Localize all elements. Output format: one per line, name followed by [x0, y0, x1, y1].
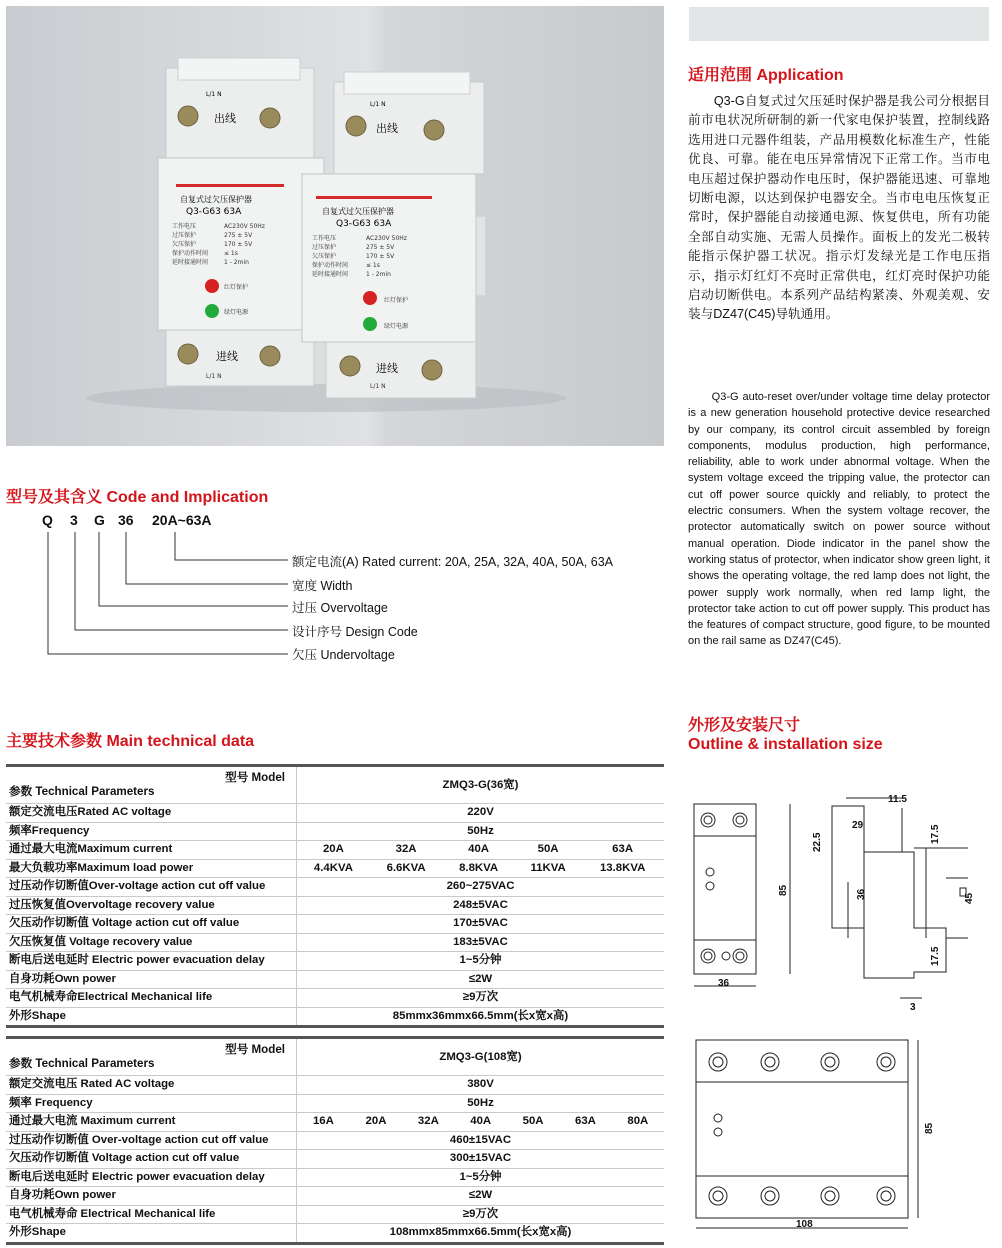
- row-label: 外形Shape: [6, 1007, 297, 1027]
- d1-spec-1-k: 过压保护: [172, 232, 197, 239]
- d1-spec-2-v: 170 ± 5V: [224, 241, 253, 248]
- d1-spec-2-k: 欠压保护: [172, 241, 197, 248]
- row-label: 额定交流电压Rated AC voltage: [6, 804, 297, 823]
- table-row: [6, 933, 664, 952]
- row-label: 过压动作切断值Over-voltage action cut off value: [6, 878, 297, 897]
- d2-spec-0-v: AC230V 50Hz: [366, 235, 407, 242]
- row-label: 过压动作切断值 Over-voltage action cut off value: [6, 1131, 297, 1150]
- table-row: [6, 1150, 664, 1169]
- dim-17-5-bottom: 17.5: [930, 946, 941, 966]
- row-value: ≤2W: [297, 970, 665, 989]
- row-value: 220V: [297, 804, 665, 823]
- row-value: 8.8KVA: [442, 859, 515, 878]
- d1-spec-3-v: ≤ 1s: [224, 250, 238, 257]
- dim-11-5: 11.5: [888, 794, 907, 805]
- d1-spec-4-v: 1 - 2min: [224, 259, 249, 266]
- d2-top-terminals: L/1 N: [370, 101, 386, 108]
- row-value: 170±5VAC: [297, 915, 665, 934]
- row-label: 过压恢复值Overvoltage recovery value: [6, 896, 297, 915]
- d1-top-label: 出线: [214, 112, 236, 125]
- row-value: ≤2W: [297, 1187, 665, 1206]
- row-value: 6.6KVA: [370, 859, 443, 878]
- dim-108: 108: [796, 1219, 813, 1230]
- row-value: ≥9万次: [297, 1205, 665, 1224]
- tech-title: 主要技术参数 Main technical data: [6, 733, 255, 750]
- d2-green-led: 绿灯电源: [384, 323, 409, 330]
- code-label-width: 宽度 Width: [292, 579, 353, 593]
- protector-device-1: [158, 58, 324, 386]
- d2-red-led: 红灯保护: [384, 297, 409, 304]
- row-value: 80A: [612, 1113, 664, 1132]
- dim-45: 45: [964, 892, 975, 904]
- code-label-design: 设计序号 Design Code: [292, 625, 418, 639]
- row-value: 183±5VAC: [297, 933, 665, 952]
- table-row: [6, 915, 664, 934]
- code-letter-current: 20A~63A: [152, 512, 212, 528]
- row-value: 32A: [370, 841, 443, 860]
- header-model-label: 型号 Model: [225, 771, 285, 784]
- header-param-label: 参数 Technical Parameters: [9, 785, 155, 798]
- d2-bottom-terminals: L/1 N: [370, 383, 386, 390]
- row-value: 13.8KVA: [581, 859, 664, 878]
- d1-top-terminals: L/1 N: [206, 91, 222, 98]
- table-row: [6, 1187, 664, 1206]
- row-label: 额定交流电压 Rated AC voltage: [6, 1076, 297, 1095]
- row-label: 欠压动作切断值 Voltage action cut off value: [6, 915, 297, 934]
- row-label: 频率Frequency: [6, 822, 297, 841]
- row-label: 断电后送电延时 Electric power evacuation delay: [6, 952, 297, 971]
- d2-top-label: 出线: [376, 122, 398, 135]
- table-row: [6, 1113, 664, 1132]
- code-title: 型号及其含义 Code and Implication: [6, 489, 269, 506]
- row-label: 电气机械寿命Electrical Mechanical life: [6, 989, 297, 1008]
- row-value: 16A: [297, 1113, 350, 1132]
- d1-title: 自复式过欠压保护器: [180, 195, 252, 204]
- dim-29: 29: [852, 820, 864, 831]
- table-row: [6, 878, 664, 897]
- row-value: 460±15VAC: [297, 1131, 665, 1150]
- table-row: [6, 970, 664, 989]
- outline-drawing-108: [688, 1032, 988, 1238]
- row-value: 40A: [442, 841, 515, 860]
- d2-model: Q3-G63 63A: [336, 219, 392, 229]
- table-row: [6, 1168, 664, 1187]
- table-header-row: [6, 1038, 664, 1076]
- code-connector-lines: [0, 528, 300, 658]
- d1-red-led: 红灯保护: [224, 284, 249, 291]
- row-value: 260~275VAC: [297, 878, 665, 897]
- table-row: [6, 822, 664, 841]
- product-photo: [6, 6, 664, 446]
- table-row: [6, 989, 664, 1008]
- row-value: 300±15VAC: [297, 1150, 665, 1169]
- row-value: 50Hz: [297, 1094, 665, 1113]
- code-label-undervoltage: 欠压 Undervoltage: [292, 648, 395, 662]
- row-value: 32A: [402, 1113, 454, 1132]
- d2-bottom-label: 进线: [376, 362, 398, 375]
- dim-36-side: 36: [856, 888, 867, 900]
- d1-spec-3-k: 保护动作时间: [172, 250, 209, 257]
- d2-spec-0-k: 工作电压: [312, 235, 337, 242]
- table-row: [6, 1224, 664, 1244]
- row-label: 自身功耗Own power: [6, 970, 297, 989]
- dim-85-108: 85: [924, 1122, 935, 1134]
- tech-table-36: [6, 764, 664, 1028]
- row-value: 50A: [515, 841, 581, 860]
- row-value: 1~5分钟: [297, 1168, 665, 1187]
- row-value: 11KVA: [515, 859, 581, 878]
- d2-title: 自复式过欠压保护器: [322, 207, 394, 216]
- row-value: 63A: [559, 1113, 611, 1132]
- row-value: 248±5VAC: [297, 896, 665, 915]
- outline-title-en: Outline & installation size: [688, 736, 883, 753]
- d1-bottom-label: 进线: [216, 350, 238, 363]
- d2-spec-3-k: 保护动作时间: [312, 262, 349, 269]
- row-label: 电气机械寿命 Electrical Mechanical life: [6, 1205, 297, 1224]
- d2-spec-3-v: ≤ 1s: [366, 262, 380, 269]
- row-label: 通过最大电流 Maximum current: [6, 1113, 297, 1132]
- outline-title-cn: 外形及安装尺寸: [688, 717, 801, 734]
- d2-spec-2-k: 欠压保护: [312, 253, 337, 260]
- row-label: 自身功耗Own power: [6, 1187, 297, 1206]
- row-value: 85mmx36mmx66.5mm(长x宽x高): [297, 1007, 665, 1027]
- row-label: 欠压动作切断值 Voltage action cut off value: [6, 1150, 297, 1169]
- row-value: 1~5分钟: [297, 952, 665, 971]
- header-param-label: 参数 Technical Parameters: [9, 1057, 155, 1070]
- d1-spec-0-v: AC230V 50Hz: [224, 223, 265, 230]
- d1-spec-1-v: 275 ± 5V: [224, 232, 253, 239]
- application-title: 适用范围 Application: [688, 67, 844, 84]
- row-label: 断电后送电延时 Electric power evacuation delay: [6, 1168, 297, 1187]
- d1-spec-4-k: 延时接通时间: [172, 259, 209, 266]
- row-value: 63A: [581, 841, 664, 860]
- table2-model: ZMQ3-G(108宽): [297, 1038, 665, 1076]
- dim-36-front: 36: [718, 978, 730, 989]
- outline-drawing-36: [688, 788, 988, 1018]
- application-text-cn: Q3-G自复式过欠压延时保护器是我公司分根据目前市电状况所研制的新一代家电保护装置，控制线路选用进口元器件组装，产品用模数化标准生产，性能优良、可靠。能在电压异常情况下正常工作。当市电电压超过保护器动作电压时，保护器能迅速、可靠地切断电源，以达到保护电器安全。当市电电压恢复正常时，保护器能自动接通电源、恢复供电，所有功能全部自动实施、无需人员操作。面板上的发光二极转能指示保护器工状况。指示灯发绿光是工作电压指示，指示灯红灯不亮时正常供电，红灯亮时保护功能启动切断供电。本系列产品结构紧凑、外观美观、安装与DZ47(C45)导轨通用。: [688, 94, 990, 322]
- table-row: [6, 952, 664, 971]
- table-row: [6, 1131, 664, 1150]
- d2-spec-1-k: 过压保护: [312, 244, 337, 251]
- d1-model: Q3-G63 63A: [186, 207, 242, 217]
- table-row: [6, 1007, 664, 1027]
- table-row: [6, 1094, 664, 1113]
- d1-spec-0-k: 工作电压: [172, 223, 197, 230]
- row-value: 108mmx85mmx66.5mm(长x宽x高): [297, 1224, 665, 1244]
- table-header-row: [6, 766, 664, 804]
- table-row: [6, 804, 664, 823]
- application-text-en: Q3-G auto-reset over/under voltage time delay protector is a new generation household protective device researched by our company, its control circuit assembled by foreign components, modulus production, high performance, reliability, able to work under abnormal voltage. When the system voltage exceed the tripping value, the protector can cut off power source quickly and reliably, to protect the electric consumers. When the system voltage recover, the protector automatically switch on power source without manual operation. Diode indicator in the panel show the working status of protector, when indicator show green light, it shows the operating voltage, the red lamp does not light, the power supply work normally, when red lamp light, the protector take action to cut off power supply. This product has the features of compact structure, good figure, to be mounted on the rail same as DZ47(C45).: [688, 391, 990, 648]
- row-value: 20A: [297, 841, 370, 860]
- row-label: 最大负载功率Maximum load power: [6, 859, 297, 878]
- dim-3: 3: [910, 1002, 916, 1013]
- dim-85: 85: [778, 884, 789, 896]
- code-label-overvoltage: 过压 Overvoltage: [292, 601, 388, 615]
- product-photo-svg: [6, 6, 664, 446]
- row-value: 40A: [455, 1113, 507, 1132]
- code-letter-q: Q: [42, 512, 53, 528]
- tech-table-108: [6, 1036, 664, 1245]
- protector-device-2: [302, 72, 486, 398]
- table-row: [6, 1076, 664, 1095]
- d1-bottom-terminals: L/1 N: [206, 373, 222, 380]
- dim-17-5-top: 17.5: [930, 824, 941, 844]
- row-value: 50Hz: [297, 822, 665, 841]
- table-row: [6, 859, 664, 878]
- row-label: 欠压恢复值 Voltage recovery value: [6, 933, 297, 952]
- header-cell: [6, 766, 297, 804]
- row-value: 50A: [507, 1113, 559, 1132]
- header-model-label: 型号 Model: [225, 1043, 285, 1056]
- d2-spec-4-k: 延时接通时间: [312, 271, 349, 278]
- table-row: [6, 896, 664, 915]
- row-value: 4.4KVA: [297, 859, 370, 878]
- table-row: [6, 841, 664, 860]
- d2-spec-2-v: 170 ± 5V: [366, 253, 395, 260]
- header-grey-bar: [689, 7, 989, 41]
- table1-model: ZMQ3-G(36宽): [297, 766, 665, 804]
- table-row: [6, 1205, 664, 1224]
- row-value: ≥9万次: [297, 989, 665, 1008]
- row-value: 380V: [297, 1076, 665, 1095]
- code-letter-36: 36: [118, 512, 134, 528]
- d1-green-led: 绿灯电源: [224, 309, 249, 316]
- header-cell: [6, 1038, 297, 1076]
- row-label: 外形Shape: [6, 1224, 297, 1244]
- row-value: 20A: [350, 1113, 402, 1132]
- code-letter-g: G: [94, 512, 105, 528]
- code-letter-3: 3: [70, 512, 78, 528]
- row-label: 频率 Frequency: [6, 1094, 297, 1113]
- code-label-current: 额定电流(A) Rated current: 20A, 25A, 32A, 40A, 50A, 63A: [292, 555, 613, 569]
- d2-spec-1-v: 275 ± 5V: [366, 244, 395, 251]
- dim-22-5: 22.5: [812, 832, 823, 852]
- d2-spec-4-v: 1 - 2min: [366, 271, 391, 278]
- row-label: 通过最大电流Maximum current: [6, 841, 297, 860]
